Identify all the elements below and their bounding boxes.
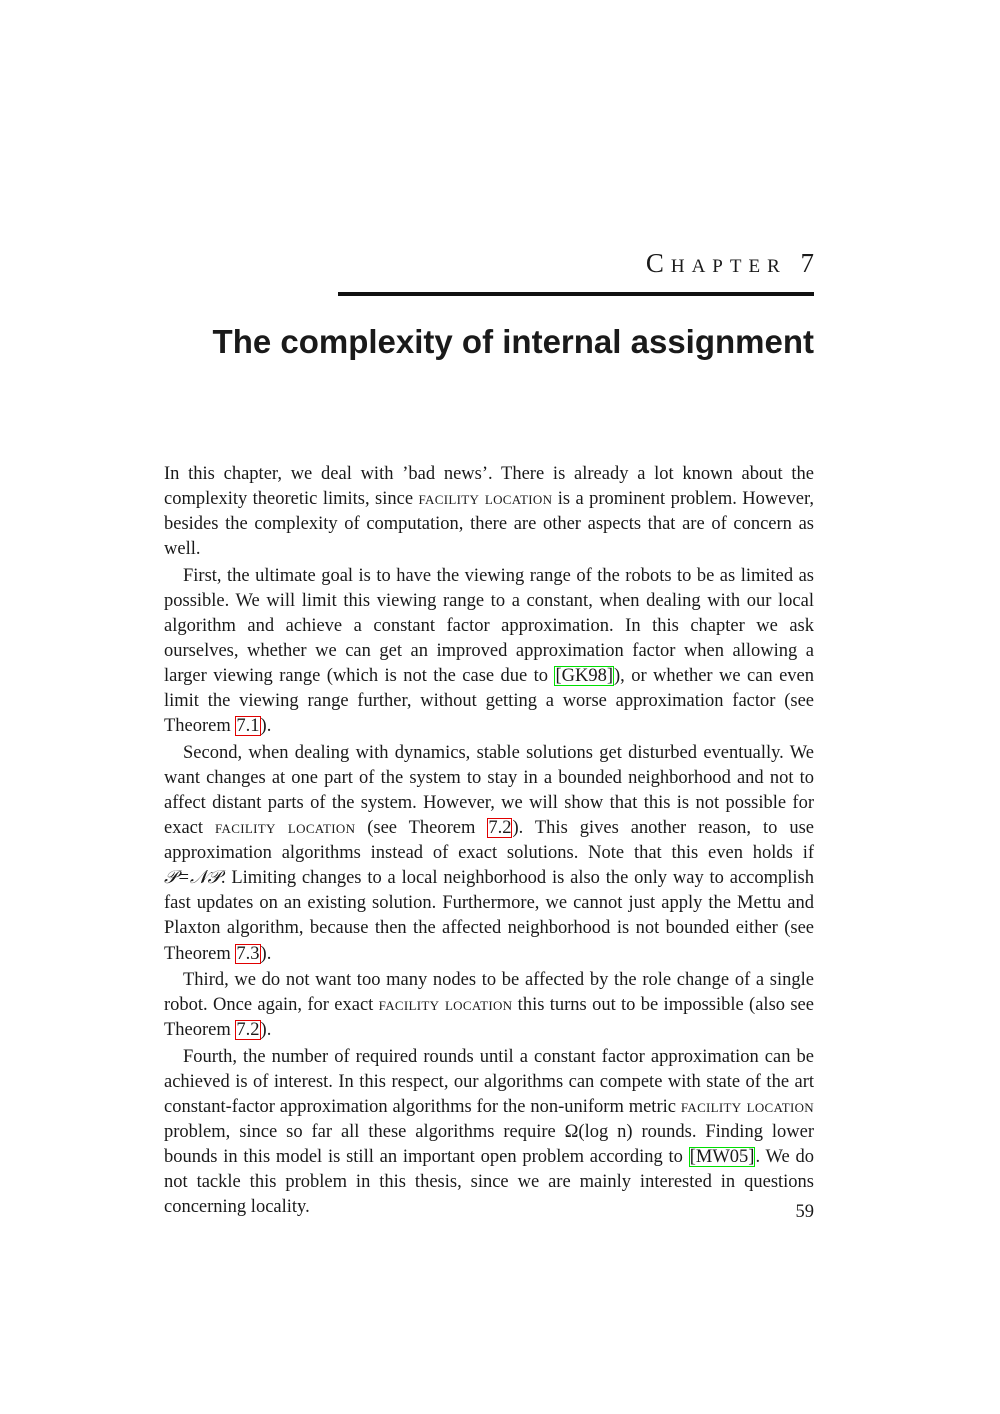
text-run: ), or whether we can even limit the viewing range further, without getting a worse approximation factor (see Theorem (164, 666, 814, 737)
math-omega-log-n: Ω(log n) (564, 1122, 633, 1142)
theorem-ref-link[interactable]: 7.2 (488, 818, 512, 839)
theorem-ref-link[interactable]: 7.1 (236, 716, 260, 737)
theorem-ref-link[interactable]: 7.2 (236, 1020, 260, 1041)
text-run: ). (260, 716, 272, 737)
paragraph-second (164, 741, 814, 967)
text-run: ). This gives another reason, to use approximation algorithms instead of exact solutions. Note that this even holds if (164, 818, 814, 864)
text-run: (see Theorem (355, 818, 488, 839)
text-run: First, the ultimate goal is to have the viewing range of the robots to be as limited as possible. We will limit this viewing range to a constant, when dealing with our local algorithm and achieve a constant factor approximation. In this chapter we ask ourselves, whether we can get an improved approximation factor when allowing a larger viewing range (which is not the case due to (164, 565, 814, 687)
chapter-title: The complexity of internal assignment (212, 323, 814, 360)
chapter-label: Chapter 7 (645, 248, 821, 278)
paragraph-intro (164, 462, 814, 562)
text-run: rounds. Finding lower bounds in this model is still an important open problem according to (164, 1122, 814, 1168)
text-run: Third, we do not want too many nodes to be affected by the role change of a single robot. Once again, for exact (164, 970, 814, 1016)
theorem-ref-link[interactable]: 7.3 (236, 943, 260, 964)
chapter-rule (338, 292, 814, 296)
text-run: this turns out to be impossible (also see Theorem (164, 995, 814, 1041)
term-facility-location: facility location (214, 818, 356, 839)
text-run: ). (260, 1020, 272, 1041)
text-run: is a prominent problem. However, besides the complexity of computation, there are other aspects that are of concern as well. (164, 489, 814, 560)
text-run: ). (260, 943, 272, 964)
term-facility-location: facility location (418, 489, 553, 510)
text-run: Fourth, the number of required rounds until a constant factor approximation can be achieved is of interest. In this respect, our algorithms can compete with state of the art constant-factor approximation algorithms for the non-uniform metric (164, 1046, 814, 1117)
paragraph-third (164, 968, 814, 1043)
math-p-equals-np: 𝒫=𝒩𝒫 (164, 868, 221, 889)
text-run: Second, when dealing with dynamics, stable solutions get disturbed eventually. We want changes at one part of the system to stay in a bounded neighborhood and not to affect distant parts of the system. However, we will show that this is not possible for exact (164, 742, 814, 839)
text-run: . We do not tackle this problem in this thesis, since we are mainly interested in questions concerning locality. (164, 1147, 814, 1218)
term-facility-location: facility location (378, 995, 513, 1016)
paragraph-first (164, 564, 814, 740)
citation-link-gk98[interactable]: [GK98] (555, 666, 613, 687)
paragraph-fourth (164, 1045, 814, 1221)
text-run: . Limiting changes to a local neighborhood is also the only way to accomplish fast updates on an existing solution. Furthermore, we cannot just apply the Mettu and Plaxton algorithm, because then the affected neighborhood is not bounded either (see Theorem (164, 868, 814, 964)
citation-link-mw05[interactable]: [MW05] (689, 1147, 755, 1168)
term-facility-location: facility location (680, 1096, 815, 1117)
text-run: In this chapter, we deal with ’bad news’. There is already a lot known about the complexity theoretic limits, since (164, 464, 814, 510)
text-run: problem, since so far all these algorithms require (164, 1122, 565, 1142)
page-number: 59 (795, 1202, 814, 1222)
chapter-body (164, 462, 814, 1222)
